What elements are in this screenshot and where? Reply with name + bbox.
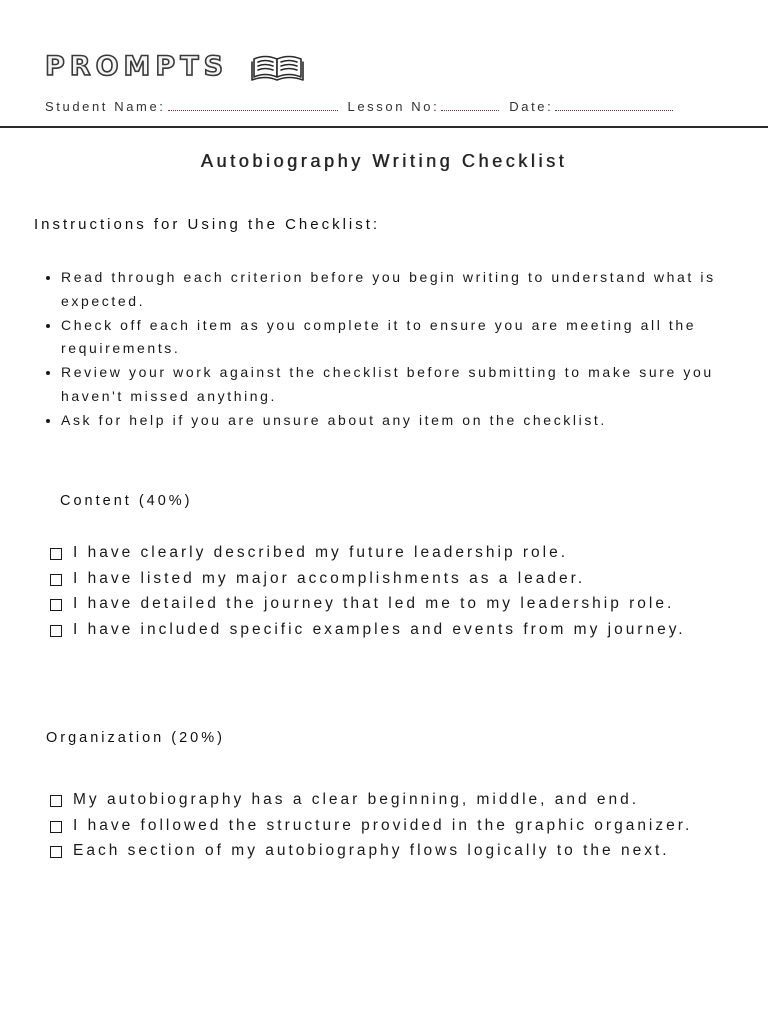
instruction-item: • Check off each item as you complete it to ensure you are meeting all the requirements.	[61, 314, 761, 362]
instruction-item: • Ask for help if you are unsure about any item on the checklist.	[61, 409, 761, 433]
lesson-no-field	[348, 98, 500, 114]
checklist-item	[50, 591, 740, 617]
organization-checklist	[50, 787, 740, 864]
student-name-blank[interactable]	[168, 98, 338, 111]
brand-title: PROMPTS	[45, 50, 229, 82]
checkbox[interactable]	[50, 548, 62, 560]
checkbox[interactable]	[50, 821, 62, 833]
brand-header	[45, 50, 306, 82]
date-blank[interactable]	[555, 98, 673, 111]
document-title: Autobiography Writing Checklist	[200, 151, 568, 171]
instruction-item: • Review your work against the checklist before submitting to make sure you haven't missed anything.	[61, 361, 761, 409]
checklist-item	[50, 540, 740, 566]
content-section-heading: Content (40%)	[60, 493, 193, 509]
checklist-item-text: I have included specific examples and events from my journey.	[73, 620, 686, 638]
checklist-item	[50, 838, 740, 864]
checklist-item-text: Each section of my autobiography flows logically to the next.	[73, 842, 670, 860]
instruction-item: • Read through each criterion before you begin writing to understand what is expected.	[61, 266, 761, 314]
checklist-item	[50, 566, 740, 592]
checklist-item	[50, 787, 740, 813]
organization-section-heading: Organization (20%)	[46, 730, 225, 746]
student-info-row	[45, 98, 735, 114]
instructions-heading: Instructions for Using the Checklist:	[34, 216, 381, 233]
date-label: Date:	[509, 99, 554, 114]
student-name-label: Student Name:	[45, 99, 166, 114]
checklist-item-text: I have listed my major accomplishments as a leader.	[73, 569, 586, 587]
lesson-no-blank[interactable]	[441, 98, 499, 111]
checkbox[interactable]	[50, 625, 62, 637]
header-divider	[0, 126, 768, 128]
student-name-field	[45, 98, 338, 114]
checklist-item-text: I have followed the structure provided in the graphic organizer.	[73, 816, 693, 834]
checkbox[interactable]	[50, 599, 62, 611]
checklist-item-text: I have clearly described my future leadership role.	[73, 544, 569, 561]
checklist-item-text: I have detailed the journey that led me to my leadership role.	[73, 595, 675, 613]
checklist-item	[50, 617, 740, 643]
instructions-list	[42, 266, 761, 433]
checkbox[interactable]	[50, 574, 62, 586]
content-checklist	[50, 540, 740, 642]
open-book-icon	[250, 50, 306, 82]
checkbox[interactable]	[50, 846, 62, 858]
lesson-no-label: Lesson No:	[347, 99, 440, 114]
checkbox[interactable]	[50, 795, 62, 807]
checklist-item-text: My autobiography has a clear beginning, middle, and end.	[73, 791, 640, 808]
date-field	[509, 98, 673, 114]
checklist-item	[50, 813, 740, 839]
